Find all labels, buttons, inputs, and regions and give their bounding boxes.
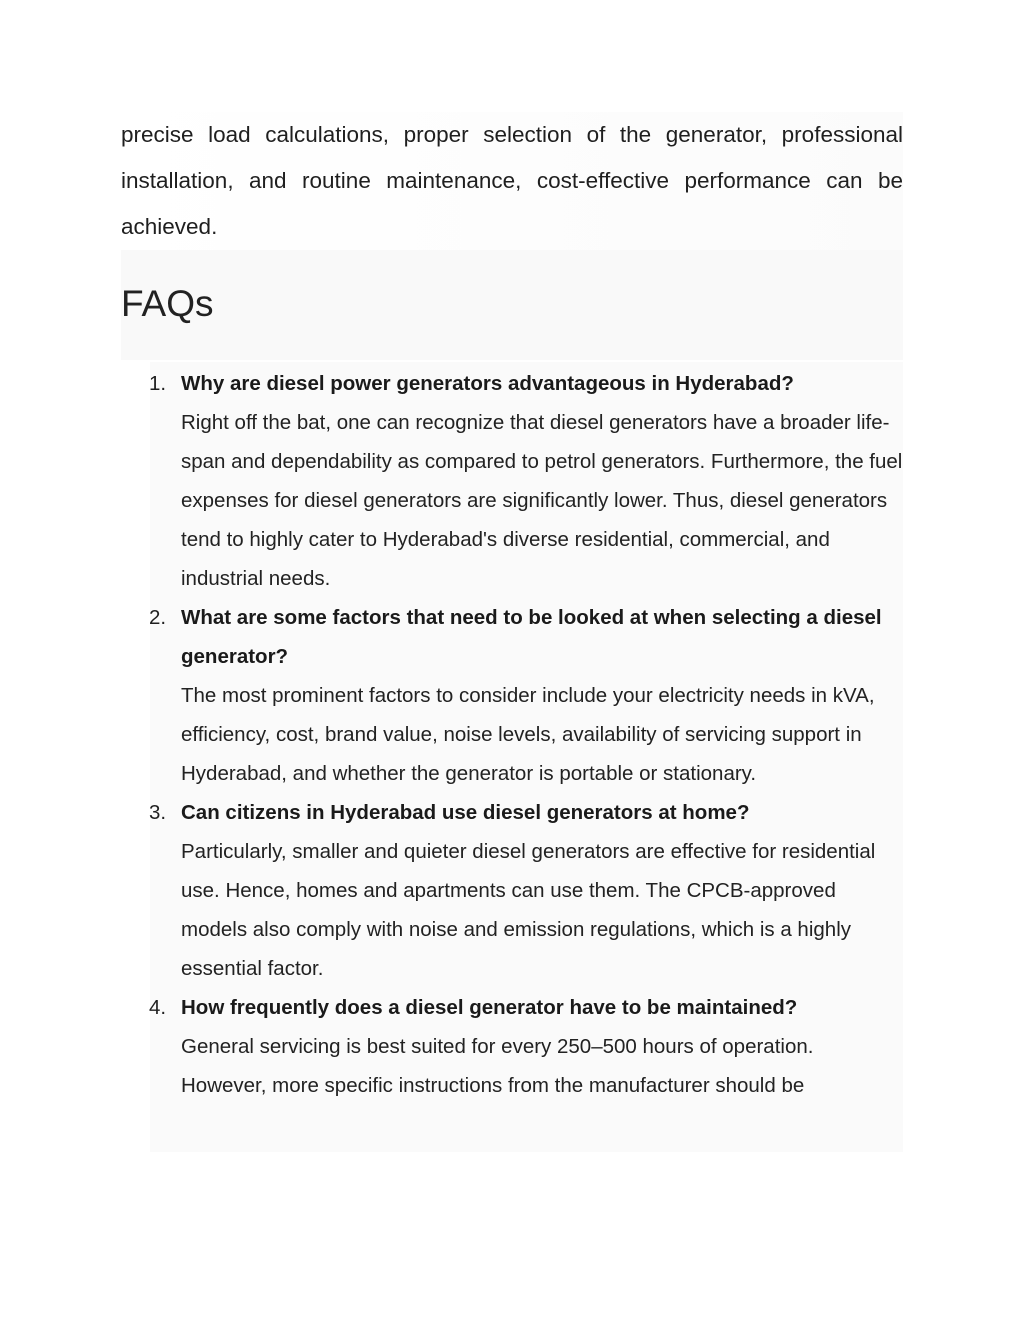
faq-item-number: 3. [149,801,167,824]
faq-answer: General servicing is best suited for every 250–500 hours of operation. However, more specific instructions from the manufacturer should be [181,1035,814,1097]
faq-question: What are some factors that need to be looked at when selecting a diesel generator? [181,606,882,668]
faq-list [121,364,903,1105]
faq-answer: Right off the bat, one can recognize that diesel generators have a broader life-span and dependability as compared to petrol generators. Furthermore, the fuel expenses for diesel generators are significantly lower. Thus, diesel generators tend to highly cater to Hyderabad's diverse residential, commercial, and industrial needs. [181,411,903,590]
faq-heading-band [121,250,903,360]
faq-item-4 [121,988,903,1105]
faq-item-number: 4. [149,996,167,1019]
faq-question: Can citizens in Hyderabad use diesel generators at home? [181,801,750,824]
faq-item-number: 1. [149,372,167,395]
faq-item-number: 2. [149,606,167,629]
faq-answer: Particularly, smaller and quieter diesel generators are effective for residential use. Hence, homes and apartments can use them. The CPCB-approved models also comply with noise and emission regulations, which is a highly essential factor. [181,840,876,980]
faq-answer: The most prominent factors to consider include your electricity needs in kVA, efficiency, cost, brand value, noise levels, availability of servicing support in Hyderabad, and whether the generator is portable or stationary. [181,684,875,785]
faq-question: Why are diesel power generators advantageous in Hyderabad? [181,372,794,395]
faq-heading: FAQs [121,283,214,324]
faq-item-3 [121,793,903,988]
faq-item-1 [121,364,903,598]
intro-paragraph: precise load calculations, proper selection of the generator, professional installation, and routine maintenance, cost-effective performance can be achieved. [121,112,903,250]
faq-item-2 [121,598,903,793]
faq-question: How frequently does a diesel generator have to be maintained? [181,996,798,1019]
